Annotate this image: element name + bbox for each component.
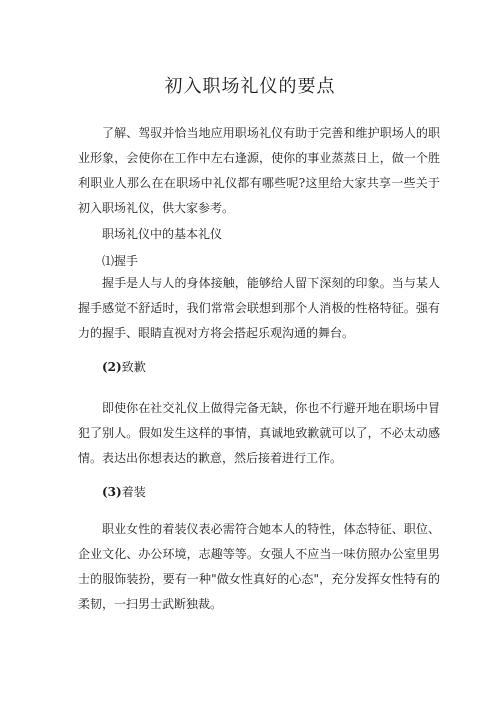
item-text-attire: 职业女性的着装仪表必需符合她本人的特性，体态特征、职位、企业文化、办公环境，志趣等等。女强人不应当一味仿照办公室里男士的服饰装扮，要有一种"做女性真好的心态"，充分发挥女性特有的柔韧，一扫男士武断独裁。 <box>78 522 440 611</box>
section-title: 职场礼仪中的基本礼仪 <box>102 227 223 241</box>
intro-paragraph: 了解、驾驭并恰当地应用职场礼仪有助于完善和维护职场人的职业形象，会使你在工作中左右逢源，使你的事业蒸蒸日上，做一个胜利职业人那么在在职场中礼仪都有哪些呢?这里给大家共享一些关于初入职场礼仪，供大家参考。 <box>78 126 440 215</box>
item-label: 握手 <box>114 254 139 268</box>
item-label: 着装 <box>121 485 146 499</box>
item-text-handshake: 握手是人与人的身体接触，能够给人留下深刻的印象。当与某人握手感觉不舒适时，我们常常会联想到那个人消极的性格特征。强有力的握手、眼睛直视对方将会搭起乐观沟通的舞台。 <box>78 276 440 340</box>
item-number: ⑴ <box>102 254 115 268</box>
item-heading-handshake <box>102 253 138 269</box>
document-title: 初入职场礼仪的要点 <box>164 76 336 97</box>
item-label: 致歉 <box>121 360 146 374</box>
item-heading-apology <box>102 359 146 375</box>
item-number: (3) <box>102 485 122 499</box>
item-text-apology: 即使你在社交礼仪上做得完备无缺，你也不行避开地在职场中冒犯了别人。假如发生这样的事情，真诚地致歉就可以了，不必太动感情。表达出你想表达的歉意，然后接着进行工作。 <box>78 401 440 465</box>
item-number: (2) <box>102 360 122 374</box>
item-heading-attire <box>102 484 146 500</box>
